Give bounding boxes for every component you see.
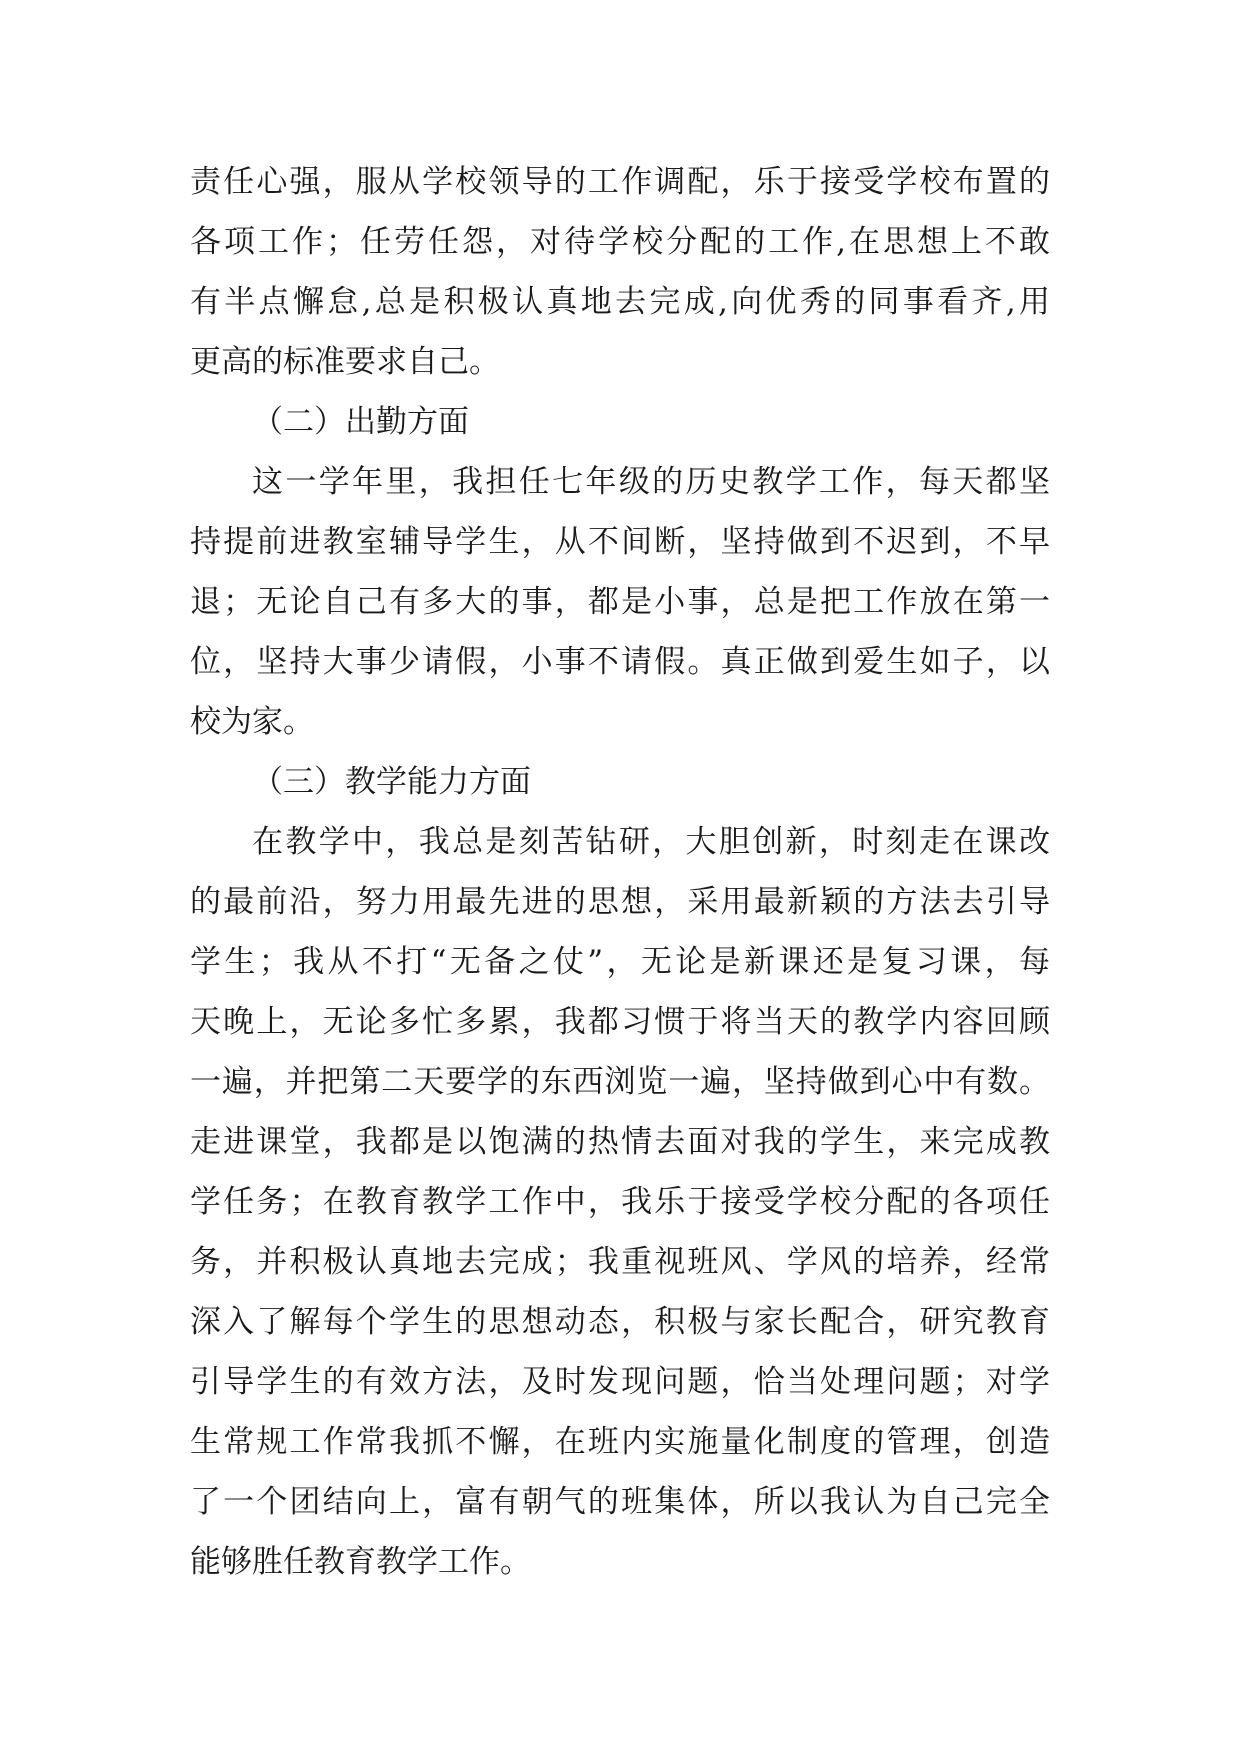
section-heading-attendance: （二）出勤方面 [252,404,469,440]
paragraph-line: 能够胜任教育教学工作。 [190,1544,531,1580]
paragraph-line: 走进课堂，我都是以饱满的热情去面对我的学生，来完成教 [190,1124,1050,1160]
section-heading-teaching-ability: （三）教学能力方面 [252,764,531,800]
paragraph-line: 深入了解每个学生的思想动态，积极与家长配合，研究教育 [190,1304,1050,1340]
paragraph-line: 务，并积极认真地去完成；我重视班风、学风的培养，经常 [190,1244,1050,1280]
paragraph-line: 位，坚持大事少请假，小事不请假。真正做到爱生如子，以 [190,644,1050,680]
paragraph-line: 了一个团结向上，富有朝气的班集体，所以我认为自己完全 [190,1484,1050,1520]
paragraph-line: 学生；我从不打“无备之仗”，无论是新课还是复习课，每 [190,944,1050,980]
paragraph-line: 校为家。 [190,704,314,740]
paragraph-line: 责任心强，服从学校领导的工作调配，乐于接受学校布置的 [190,164,1050,200]
paragraph-line: 各项工作；任劳任怨，对待学校分配的工作,在思想上不敢 [190,224,1050,260]
paragraph-line: 的最前沿，努力用最先进的思想，采用最新颖的方法去引导 [190,884,1050,920]
paragraph-line: 一遍，并把第二天要学的东西浏览一遍，坚持做到心中有数。 [190,1064,1050,1100]
paragraph-line: 引导学生的有效方法，及时发现问题，恰当处理问题；对学 [190,1364,1050,1400]
paragraph-line: 这一学年里，我担任七年级的历史教学工作，每天都坚 [252,464,1050,500]
paragraph-line: 更高的标准要求自己。 [190,344,500,380]
paragraph-line: 在教学中，我总是刻苦钻研，大胆创新，时刻走在课改 [252,824,1050,860]
paragraph-line: 学任务；在教育教学工作中，我乐于接受学校分配的各项任 [190,1184,1050,1220]
paragraph-line: 生常规工作常我抓不懈，在班内实施量化制度的管理，创造 [190,1424,1050,1460]
paragraph-line: 退；无论自己有多大的事，都是小事，总是把工作放在第一 [190,584,1050,620]
paragraph-line: 有半点懈怠,总是积极认真地去完成,向优秀的同事看齐,用 [190,284,1050,320]
paragraph-line: 天晚上，无论多忙多累，我都习惯于将当天的教学内容回顾 [190,1004,1050,1040]
paragraph-line: 持提前进教室辅导学生，从不间断，坚持做到不迟到，不早 [190,524,1050,560]
